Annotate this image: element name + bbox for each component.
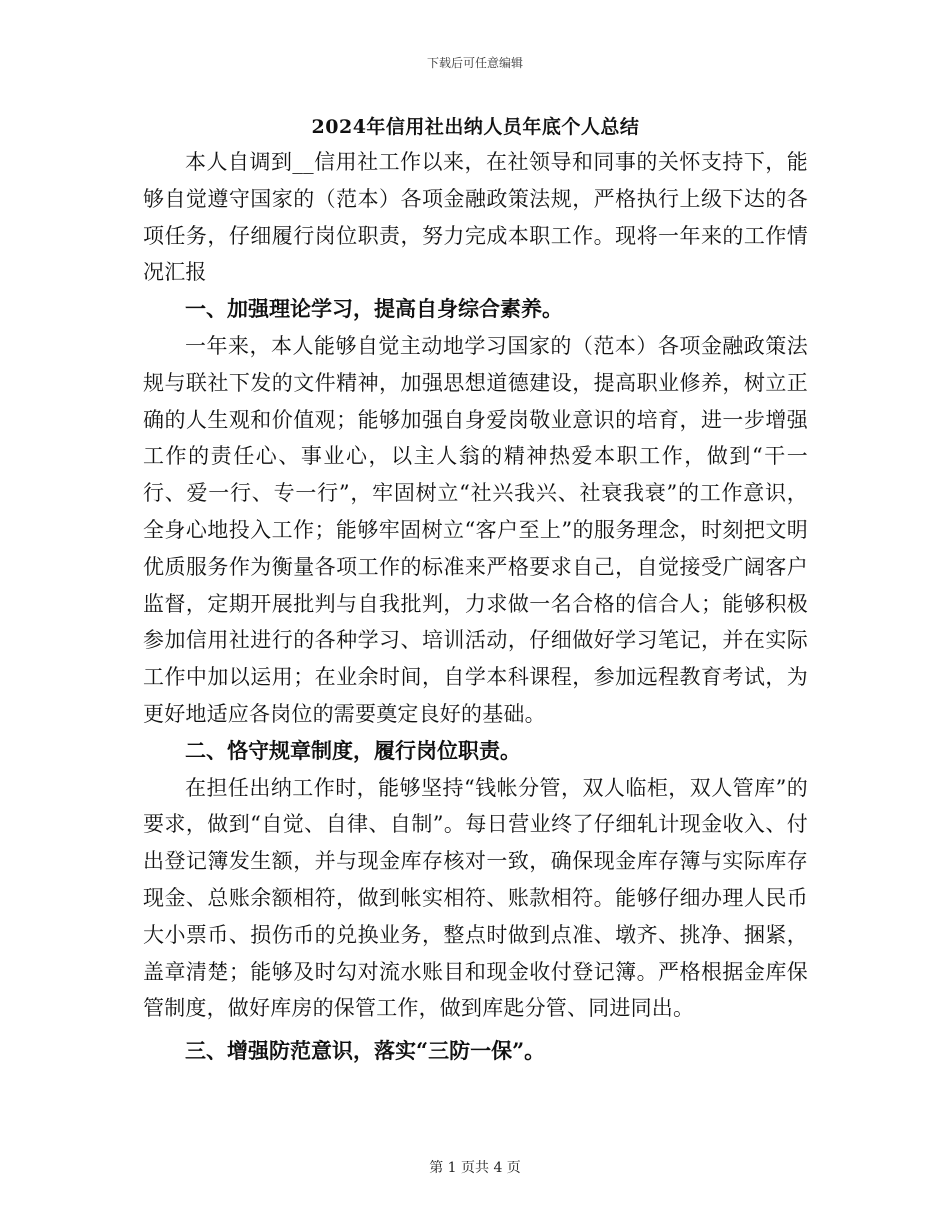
section-2-heading: 二、恪守规章制度，履行岗位职责。 bbox=[185, 737, 521, 763]
section-3-heading: 三、增强防范意识，落实“三防一保”。 bbox=[185, 1038, 546, 1064]
intro-paragraph: 本人自调到__信用社工作以来，在社领导和同事的关怀支持下，能够自觉遵守国家的（范本）各项金融政策法规，严格执行上级下达的各项任务，仔细履行岗位职责，努力完成本职工作。现将一年来的工作情况汇报 bbox=[143, 150, 808, 285]
section-1-body: 一年来，本人能够自觉主动地学习国家的（范本）各项金融政策法规与联社下发的文件精神，加强思想道德建设，提高职业修养，树立正确的人生观和价值观；能够加强自身爱岗敬业意识的培育，进一步增强工作的责任心、事业心，以主人翁的精神热爱本职工作，做到“干一行、爱一行、专一行”，牢固树立“社兴我兴、社衰我衰”的工作意识，全身心地投入工作；能够牢固树立“客户至上”的服务理念，时刻把文明优质服务作为衡量各项工作的标准来严格要求自己，自觉接受广阔客户监督，定期开展批判与自我批判，力求做一名合格的信合人；能够积极参加信用社进行的各种学习、培训活动，仔细做好学习笔记，并在实际工作中加以运用；在业余时间，自学本科课程，参加远程教育考试，为更好地适应各岗位的需要奠定良好的基础。 bbox=[143, 333, 808, 726]
page-number-footer: 第 1 页共 4 页 bbox=[429, 1160, 521, 1176]
header-note: 下载后可任意编辑 bbox=[426, 56, 523, 70]
document-title: 2024年信用社出纳人员年底个人总结 bbox=[311, 116, 640, 138]
section-1-heading: 一、加强理论学习，提高自身综合素养。 bbox=[185, 296, 563, 322]
section-2-body: 在担任出纳工作时，能够坚持“钱帐分管，双人临柜，双人管库”的要求，做到“自觉、自律、自制”。每日营业终了仔细轧计现金收入、付出登记簿发生额，并与现金库存核对一致，确保现金库存簿与实际库存现金、总账余额相符，做到帐实相符、账款相符。能够仔细办理人民币大小票币、损伤币的兑换业务，整点时做到点准、墩齐、挑净、捆紧，盖章清楚；能够及时勾对流水账目和现金收付登记簿。严格根据金库保管制度，做好库房的保管工作，做到库匙分管、同进同出。 bbox=[143, 775, 808, 1021]
document-body bbox=[143, 112, 808, 1070]
